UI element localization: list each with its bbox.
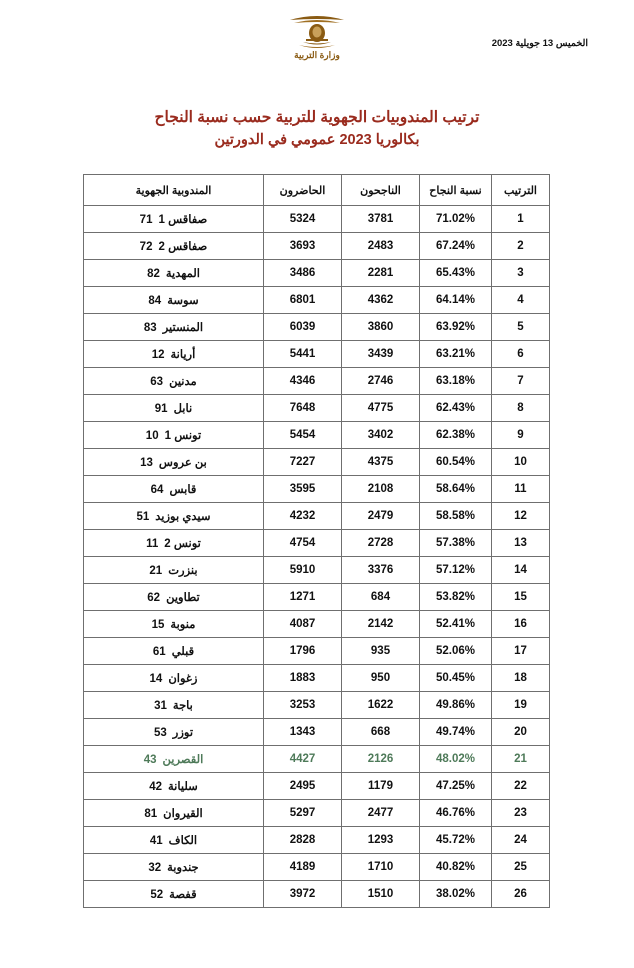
region-name: بنزرت [168, 565, 198, 578]
cell-passed-count: 2479 [342, 503, 420, 530]
cell-passed-count: 935 [342, 638, 420, 665]
region-name: تونس 1 [164, 430, 202, 443]
region-name: صفاقس 2 [158, 241, 208, 254]
cell-success-rate: 64.14% [420, 287, 492, 314]
cell-region [84, 260, 264, 287]
cell-present-count: 5324 [264, 206, 342, 233]
cell-region [84, 314, 264, 341]
cell-success-rate: 71.02% [420, 206, 492, 233]
cell-success-rate: 50.45% [420, 665, 492, 692]
region-name: بن عروس [158, 457, 207, 470]
cell-region [84, 773, 264, 800]
cell-present-count: 5910 [264, 557, 342, 584]
region-code: 84 [148, 295, 162, 308]
table-header-row [84, 175, 550, 206]
cell-present-count: 6801 [264, 287, 342, 314]
cell-rank: 17 [492, 638, 550, 665]
ministry-emblem [262, 14, 372, 61]
document-date: الخميس 13 جويلية 2023 [491, 38, 588, 49]
table-row [84, 314, 550, 341]
cell-region [84, 611, 264, 638]
cell-passed-count: 1710 [342, 854, 420, 881]
cell-present-count: 7648 [264, 395, 342, 422]
region-code: 51 [136, 511, 150, 524]
cell-success-rate: 57.38% [420, 530, 492, 557]
document-header [0, 0, 634, 100]
cell-passed-count: 1622 [342, 692, 420, 719]
ranking-table-wrapper [84, 174, 550, 908]
cell-present-count: 7227 [264, 449, 342, 476]
cell-rank: 5 [492, 314, 550, 341]
cell-region [84, 638, 264, 665]
cell-present-count: 1343 [264, 719, 342, 746]
region-name: توزر [172, 727, 194, 740]
cell-success-rate: 38.02% [420, 881, 492, 908]
cell-success-rate: 63.18% [420, 368, 492, 395]
cell-present-count: 3972 [264, 881, 342, 908]
cell-region [84, 827, 264, 854]
region-name: تونس 2 [164, 538, 201, 551]
cell-region [84, 395, 264, 422]
cell-passed-count: 2126 [342, 746, 420, 773]
cell-present-count: 4427 [264, 746, 342, 773]
region-name: جندوبة [167, 862, 199, 875]
cell-success-rate: 49.74% [420, 719, 492, 746]
region-code: 11 [146, 538, 159, 551]
cell-present-count: 5297 [264, 800, 342, 827]
cell-rank: 8 [492, 395, 550, 422]
cell-region [84, 368, 264, 395]
region-code: 13 [140, 457, 153, 470]
cell-present-count: 3595 [264, 476, 342, 503]
cell-passed-count: 684 [342, 584, 420, 611]
cell-region [84, 287, 264, 314]
table-row [84, 287, 550, 314]
cell-success-rate: 67.24% [420, 233, 492, 260]
table-row [84, 611, 550, 638]
cell-rank: 10 [492, 449, 550, 476]
table-row [84, 503, 550, 530]
table-row [84, 692, 550, 719]
page-title: ترتيب المندوبيات الجهوية للتربية حسب نسبة النجاح [154, 109, 480, 126]
cell-region [84, 800, 264, 827]
cell-passed-count: 2108 [342, 476, 420, 503]
cell-rank: 15 [492, 584, 550, 611]
cell-passed-count: 4775 [342, 395, 420, 422]
region-name: نابل [173, 403, 193, 416]
cell-rank: 24 [492, 827, 550, 854]
table-row [84, 368, 550, 395]
cell-region [84, 719, 264, 746]
cell-rank: 13 [492, 530, 550, 557]
region-code: 42 [149, 781, 162, 794]
region-code: 83 [143, 322, 157, 335]
cell-present-count: 6039 [264, 314, 342, 341]
cell-region [84, 341, 264, 368]
table-row [84, 449, 550, 476]
table-row [84, 665, 550, 692]
table-row [84, 341, 550, 368]
region-name: القصرين [162, 754, 204, 767]
cell-rank: 12 [492, 503, 550, 530]
table-row [84, 530, 550, 557]
cell-present-count: 4346 [264, 368, 342, 395]
cell-success-rate: 63.92% [420, 314, 492, 341]
cell-region [84, 692, 264, 719]
region-name: قابس [169, 484, 197, 497]
region-name: المنستير [162, 322, 204, 335]
table-row [84, 557, 550, 584]
cell-present-count: 5441 [264, 341, 342, 368]
cell-present-count: 1271 [264, 584, 342, 611]
table-row [84, 206, 550, 233]
cell-present-count: 2828 [264, 827, 342, 854]
cell-region [84, 665, 264, 692]
region-code: 71 [139, 214, 153, 227]
cell-success-rate: 40.82% [420, 854, 492, 881]
region-name: الكاف [168, 835, 198, 848]
cell-passed-count: 2728 [342, 530, 420, 557]
cell-success-rate: 60.54% [420, 449, 492, 476]
cell-present-count: 3486 [264, 260, 342, 287]
cell-region [84, 233, 264, 260]
cell-passed-count: 3376 [342, 557, 420, 584]
document-titles [0, 106, 634, 152]
cell-rank: 23 [492, 800, 550, 827]
cell-region [84, 503, 264, 530]
cell-passed-count: 2281 [342, 260, 420, 287]
region-code: 41 [149, 835, 163, 848]
column-header-rank: الترتيب [492, 175, 550, 206]
region-name: سوسة [167, 295, 199, 308]
region-code: 72 [139, 241, 153, 254]
cell-rank: 7 [492, 368, 550, 395]
region-code: 53 [153, 727, 167, 740]
cell-passed-count: 2483 [342, 233, 420, 260]
table-row [84, 746, 550, 773]
region-code: 12 [151, 349, 165, 362]
table-row [84, 638, 550, 665]
region-name: تطاوين [166, 592, 200, 605]
table-body [84, 206, 550, 908]
region-code: 82 [147, 268, 160, 281]
region-code: 63 [150, 376, 164, 389]
cell-region [84, 557, 264, 584]
region-name: زغوان [168, 673, 198, 686]
column-header-present: الحاضرون [264, 175, 342, 206]
region-code: 10 [145, 430, 159, 443]
cell-rank: 14 [492, 557, 550, 584]
table-row [84, 773, 550, 800]
cell-passed-count: 3781 [342, 206, 420, 233]
cell-passed-count: 2746 [342, 368, 420, 395]
cell-success-rate: 62.43% [420, 395, 492, 422]
cell-success-rate: 48.02% [420, 746, 492, 773]
table-row [84, 800, 550, 827]
cell-passed-count: 1293 [342, 827, 420, 854]
region-name: القيروان [163, 808, 203, 821]
cell-region [84, 206, 264, 233]
cell-present-count: 4087 [264, 611, 342, 638]
cell-region [84, 854, 264, 881]
column-header-region: المندوبية الجهوية [84, 175, 264, 206]
cell-present-count: 5454 [264, 422, 342, 449]
region-code: 43 [143, 754, 157, 767]
cell-passed-count: 2477 [342, 800, 420, 827]
cell-passed-count: 3860 [342, 314, 420, 341]
table-row [84, 827, 550, 854]
cell-success-rate: 58.58% [420, 503, 492, 530]
region-name: سليانة [168, 781, 198, 794]
cell-rank: 18 [492, 665, 550, 692]
cell-passed-count: 668 [342, 719, 420, 746]
column-header-passed: الناجحون [342, 175, 420, 206]
region-name: قفصة [169, 889, 197, 902]
cell-region [84, 746, 264, 773]
region-code: 21 [149, 565, 163, 578]
page-subtitle: بكالوريا 2023 عمومي في الدورتين [214, 132, 420, 149]
cell-rank: 6 [492, 341, 550, 368]
table-row [84, 476, 550, 503]
cell-passed-count: 2142 [342, 611, 420, 638]
cell-success-rate: 47.25% [420, 773, 492, 800]
cell-region [84, 584, 264, 611]
cell-success-rate: 58.64% [420, 476, 492, 503]
tunisia-ministry-emblem-icon [286, 14, 348, 48]
footer-spacer [0, 908, 634, 968]
table-header [84, 175, 550, 206]
cell-passed-count: 1510 [342, 881, 420, 908]
cell-rank: 22 [492, 773, 550, 800]
cell-rank: 19 [492, 692, 550, 719]
cell-passed-count: 950 [342, 665, 420, 692]
cell-passed-count: 3402 [342, 422, 420, 449]
region-code: 14 [149, 673, 163, 686]
cell-rank: 2 [492, 233, 550, 260]
region-code: 52 [150, 889, 164, 902]
table-row [84, 422, 550, 449]
cell-rank: 21 [492, 746, 550, 773]
region-name: منوبة [170, 619, 196, 632]
region-code: 32 [148, 862, 162, 875]
cell-success-rate: 49.86% [420, 692, 492, 719]
region-code: 15 [151, 619, 165, 632]
cell-region [84, 476, 264, 503]
cell-rank: 25 [492, 854, 550, 881]
cell-present-count: 4232 [264, 503, 342, 530]
region-code: 31 [154, 700, 167, 713]
region-code: 61 [152, 646, 166, 659]
cell-success-rate: 65.43% [420, 260, 492, 287]
cell-passed-count: 3439 [342, 341, 420, 368]
cell-present-count: 1883 [264, 665, 342, 692]
table-row [84, 233, 550, 260]
ministry-label: وزارة التربية [294, 50, 340, 60]
cell-rank: 4 [492, 287, 550, 314]
ranking-table [83, 174, 550, 908]
region-name: أريانة [170, 349, 196, 362]
cell-success-rate: 62.38% [420, 422, 492, 449]
region-code: 81 [144, 808, 158, 821]
cell-passed-count: 4375 [342, 449, 420, 476]
cell-success-rate: 46.76% [420, 800, 492, 827]
cell-present-count: 2495 [264, 773, 342, 800]
table-row [84, 719, 550, 746]
region-code: 64 [150, 484, 164, 497]
cell-rank: 3 [492, 260, 550, 287]
cell-success-rate: 53.82% [420, 584, 492, 611]
cell-passed-count: 1179 [342, 773, 420, 800]
region-name: باجة [172, 700, 193, 713]
cell-passed-count: 4362 [342, 287, 420, 314]
cell-region [84, 449, 264, 476]
table-row [84, 854, 550, 881]
cell-rank: 20 [492, 719, 550, 746]
cell-rank: 9 [492, 422, 550, 449]
region-name: صفاقس 1 [158, 214, 208, 227]
cell-rank: 1 [492, 206, 550, 233]
cell-success-rate: 52.41% [420, 611, 492, 638]
cell-success-rate: 57.12% [420, 557, 492, 584]
table-row [84, 584, 550, 611]
cell-present-count: 3693 [264, 233, 342, 260]
table-row [84, 881, 550, 908]
cell-region [84, 530, 264, 557]
region-name: المهدية [165, 268, 200, 281]
cell-success-rate: 45.72% [420, 827, 492, 854]
cell-present-count: 4754 [264, 530, 342, 557]
cell-rank: 16 [492, 611, 550, 638]
cell-success-rate: 63.21% [420, 341, 492, 368]
region-name: سيدي بوزيد [155, 511, 211, 524]
cell-success-rate: 52.06% [420, 638, 492, 665]
cell-rank: 11 [492, 476, 550, 503]
region-code: 91 [154, 403, 168, 416]
region-name: قبلي [171, 646, 195, 659]
cell-present-count: 1796 [264, 638, 342, 665]
table-row [84, 395, 550, 422]
cell-region [84, 881, 264, 908]
column-header-rate: نسبة النجاح [420, 175, 492, 206]
cell-region [84, 422, 264, 449]
cell-present-count: 4189 [264, 854, 342, 881]
cell-rank: 26 [492, 881, 550, 908]
cell-present-count: 3253 [264, 692, 342, 719]
region-code: 62 [147, 592, 161, 605]
table-row [84, 260, 550, 287]
region-name: مدنين [169, 376, 197, 389]
